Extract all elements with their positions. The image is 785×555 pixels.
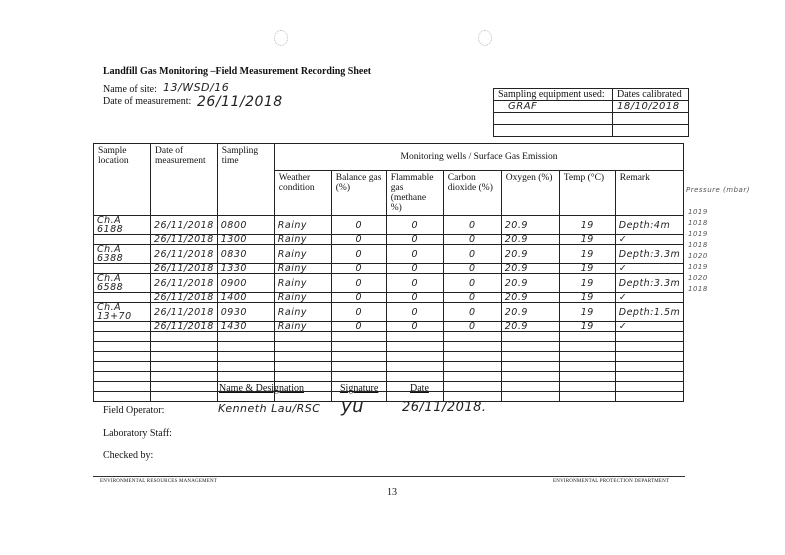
cell-flammable: 0 xyxy=(386,216,443,235)
cell-flammable: 0 xyxy=(386,274,443,293)
cell-time: 1330 xyxy=(217,264,274,274)
cell-oxygen: 20.9 xyxy=(501,235,559,245)
cell-remark: ✓ xyxy=(615,264,684,274)
cell-temp xyxy=(559,352,615,362)
field-operator-signature: yu xyxy=(341,396,365,417)
cell-temp xyxy=(559,392,615,402)
cell-temp: 19 xyxy=(559,216,615,235)
cell-flammable: 0 xyxy=(386,235,443,245)
cell-time xyxy=(217,352,274,362)
cell-date xyxy=(151,392,218,402)
cell-location: Ch.A 13+70 xyxy=(94,303,151,322)
cell-balance: 0 xyxy=(331,235,386,245)
cell-remark xyxy=(615,352,684,362)
cell-time: 1430 xyxy=(217,322,274,332)
cell-balance: 0 xyxy=(331,303,386,322)
cell-flammable xyxy=(386,352,443,362)
table-row xyxy=(94,392,684,402)
cell-flammable: 0 xyxy=(386,264,443,274)
table-row xyxy=(94,245,684,264)
cell-carbon xyxy=(443,332,501,342)
cell-time: 0900 xyxy=(217,274,274,293)
cell-remark xyxy=(615,342,684,352)
lab-staff-label: Laboratory Staff: xyxy=(103,428,172,439)
equipment-header: Sampling equipment used: xyxy=(494,89,613,101)
cell-carbon: 0 xyxy=(443,322,501,332)
punch-hole-right xyxy=(478,30,492,46)
cell-date: 26/11/2018 xyxy=(151,245,218,264)
field-operator-name: Kenneth Lau/RSC xyxy=(218,402,321,415)
cell-oxygen xyxy=(501,332,559,342)
table-row xyxy=(94,264,684,274)
cell-flammable xyxy=(386,342,443,352)
pressure-note: Pressure (mbar) xyxy=(686,186,750,194)
cell-time xyxy=(217,372,274,382)
page-title: Landfill Gas Monitoring –Field Measurement Recording Sheet xyxy=(103,66,372,77)
cell-oxygen: 20.9 xyxy=(501,322,559,332)
calibration-date xyxy=(613,125,689,137)
cell-weather: Rainy xyxy=(274,245,331,264)
cell-location xyxy=(94,322,151,332)
cell-location xyxy=(94,392,151,402)
pressure-value: 1020 xyxy=(688,252,708,260)
cell-carbon: 0 xyxy=(443,235,501,245)
pressure-values xyxy=(688,208,708,296)
table-row xyxy=(94,274,684,293)
cell-carbon: 0 xyxy=(443,303,501,322)
cell-location xyxy=(94,235,151,245)
cell-carbon xyxy=(443,382,501,392)
cell-date xyxy=(151,352,218,362)
cell-temp xyxy=(559,372,615,382)
cell-oxygen: 20.9 xyxy=(501,303,559,322)
cell-weather xyxy=(274,352,331,362)
table-row xyxy=(94,235,684,245)
cell-date xyxy=(151,372,218,382)
cell-carbon xyxy=(443,352,501,362)
header-monitoring-group: Monitoring wells / Surface Gas Emission xyxy=(274,144,684,171)
cell-oxygen: 20.9 xyxy=(501,245,559,264)
cell-remark: Depth:3.3m xyxy=(615,274,684,293)
cell-carbon xyxy=(443,342,501,352)
sampling-equipment-table xyxy=(493,88,689,137)
cell-location xyxy=(94,352,151,362)
cell-weather: Rainy xyxy=(274,216,331,235)
cell-remark xyxy=(615,362,684,372)
cell-flammable: 0 xyxy=(386,293,443,303)
cell-time xyxy=(217,342,274,352)
cell-weather: Rainy xyxy=(274,274,331,293)
cell-balance xyxy=(331,352,386,362)
equipment-value xyxy=(494,125,613,137)
cell-location: Ch.A 6388 xyxy=(94,245,151,264)
table-row xyxy=(94,332,684,342)
cell-weather xyxy=(274,332,331,342)
cell-time: 0830 xyxy=(217,245,274,264)
cell-flammable xyxy=(386,332,443,342)
cell-flammable: 0 xyxy=(386,322,443,332)
cell-flammable: 0 xyxy=(386,245,443,264)
cell-balance: 0 xyxy=(331,274,386,293)
cell-carbon: 0 xyxy=(443,216,501,235)
cell-weather xyxy=(274,362,331,372)
header-temp: Temp (°C) xyxy=(559,171,615,216)
table-row xyxy=(94,362,684,372)
cell-balance xyxy=(331,362,386,372)
header-flammable-gas: Flammable gas (methane %) xyxy=(386,171,443,216)
calibration-date: 18/10/2018 xyxy=(613,101,689,113)
cell-carbon xyxy=(443,372,501,382)
cell-time xyxy=(217,362,274,372)
cell-location xyxy=(94,264,151,274)
calibration-date xyxy=(613,113,689,125)
cell-carbon: 0 xyxy=(443,245,501,264)
cell-date xyxy=(151,382,218,392)
cell-remark xyxy=(615,382,684,392)
cell-location xyxy=(94,382,151,392)
name-designation-header: Name & Designation xyxy=(219,383,304,394)
cell-balance: 0 xyxy=(331,322,386,332)
cell-temp: 19 xyxy=(559,235,615,245)
cell-date: 26/11/2018 xyxy=(151,264,218,274)
cell-location xyxy=(94,293,151,303)
site-value: 13/WSD/16 xyxy=(163,81,230,94)
signature-header: Signature xyxy=(340,383,379,394)
cell-oxygen: 20.9 xyxy=(501,216,559,235)
cell-oxygen: 20.9 xyxy=(501,264,559,274)
cell-carbon: 0 xyxy=(443,264,501,274)
cell-remark: Depth:4m xyxy=(615,216,684,235)
cell-oxygen xyxy=(501,352,559,362)
pressure-value: 1018 xyxy=(688,285,708,293)
table-row xyxy=(94,352,684,362)
equipment-value: GRAF xyxy=(494,101,613,113)
cell-balance xyxy=(331,332,386,342)
date-label: Date of measurement: xyxy=(103,96,192,107)
calibrated-header: Dates calibrated xyxy=(613,89,689,101)
page-number: 13 xyxy=(387,487,397,498)
field-operator-date: 26/11/2018. xyxy=(402,400,487,415)
cell-remark xyxy=(615,372,684,382)
cell-remark: Depth:3.3m xyxy=(615,245,684,264)
cell-oxygen xyxy=(501,362,559,372)
cell-temp xyxy=(559,342,615,352)
cell-temp: 19 xyxy=(559,303,615,322)
cell-oxygen xyxy=(501,392,559,402)
header-weather: Weather condition xyxy=(274,171,331,216)
cell-carbon xyxy=(443,362,501,372)
header-sampling-time: Sampling time xyxy=(217,144,274,216)
cell-time: 0800 xyxy=(217,216,274,235)
cell-date: 26/11/2018 xyxy=(151,303,218,322)
cell-weather xyxy=(274,372,331,382)
footer-divider xyxy=(93,476,685,477)
footer-left: ENVIRONMENTAL RESOURCES MANAGEMENT xyxy=(100,479,218,484)
cell-location xyxy=(94,342,151,352)
date-value: 26/11/2018 xyxy=(197,94,283,110)
cell-date: 26/11/2018 xyxy=(151,235,218,245)
pressure-value: 1020 xyxy=(688,274,708,282)
cell-date xyxy=(151,342,218,352)
cell-balance: 0 xyxy=(331,264,386,274)
footer-right: ENVIRONMENTAL PROTECTION DEPARTMENT xyxy=(553,479,670,484)
cell-temp: 19 xyxy=(559,274,615,293)
cell-weather: Rainy xyxy=(274,303,331,322)
header-date: Date of measurement xyxy=(151,144,218,216)
cell-flammable xyxy=(386,372,443,382)
cell-temp: 19 xyxy=(559,264,615,274)
cell-location xyxy=(94,372,151,382)
cell-flammable: 0 xyxy=(386,303,443,322)
pressure-value: 1019 xyxy=(688,263,708,271)
pressure-value: 1018 xyxy=(688,241,708,249)
cell-weather: Rainy xyxy=(274,264,331,274)
date-header: Date xyxy=(410,383,429,394)
cell-weather: Rainy xyxy=(274,235,331,245)
header-oxygen: Oxygen (%) xyxy=(501,171,559,216)
cell-oxygen xyxy=(501,342,559,352)
cell-carbon: 0 xyxy=(443,293,501,303)
header-carbon-dioxide: Carbon dioxide (%) xyxy=(443,171,501,216)
cell-remark xyxy=(615,392,684,402)
punch-hole-left xyxy=(274,30,288,46)
cell-balance: 0 xyxy=(331,245,386,264)
cell-temp: 19 xyxy=(559,245,615,264)
cell-location: Ch.A 6188 xyxy=(94,216,151,235)
cell-date: 26/11/2018 xyxy=(151,274,218,293)
table-row xyxy=(94,372,684,382)
pressure-value: 1019 xyxy=(688,208,708,216)
cell-location xyxy=(94,332,151,342)
cell-carbon: 0 xyxy=(443,274,501,293)
cell-time: 1300 xyxy=(217,235,274,245)
cell-remark: ✓ xyxy=(615,322,684,332)
cell-remark: ✓ xyxy=(615,293,684,303)
measurement-table xyxy=(93,143,684,402)
cell-temp: 19 xyxy=(559,322,615,332)
checked-by-label: Checked by: xyxy=(103,450,154,461)
cell-location: Ch.A 6588 xyxy=(94,274,151,293)
cell-balance xyxy=(331,342,386,352)
cell-weather xyxy=(274,342,331,352)
cell-remark: Depth:1.5m xyxy=(615,303,684,322)
cell-weather: Rainy xyxy=(274,322,331,332)
table-row xyxy=(94,293,684,303)
pressure-value: 1019 xyxy=(688,230,708,238)
table-row xyxy=(94,382,684,392)
cell-location xyxy=(94,362,151,372)
table-row xyxy=(94,342,684,352)
cell-date xyxy=(151,332,218,342)
cell-balance: 0 xyxy=(331,216,386,235)
cell-time: 1400 xyxy=(217,293,274,303)
cell-time xyxy=(217,332,274,342)
table-row xyxy=(94,303,684,322)
table-row xyxy=(94,322,684,332)
cell-flammable xyxy=(386,362,443,372)
cell-oxygen: 20.9 xyxy=(501,293,559,303)
pressure-value: 1018 xyxy=(688,219,708,227)
header-remark: Remark xyxy=(615,171,684,216)
cell-temp xyxy=(559,362,615,372)
cell-date: 26/11/2018 xyxy=(151,322,218,332)
cell-date: 26/11/2018 xyxy=(151,216,218,235)
cell-remark xyxy=(615,332,684,342)
table-body xyxy=(94,216,684,402)
cell-balance: 0 xyxy=(331,293,386,303)
cell-temp xyxy=(559,382,615,392)
header-balance-gas: Balance gas (%) xyxy=(331,171,386,216)
field-operator-label: Field Operator: xyxy=(103,405,165,416)
cell-oxygen xyxy=(501,382,559,392)
cell-date xyxy=(151,362,218,372)
cell-temp: 19 xyxy=(559,293,615,303)
site-label: Name of site: xyxy=(103,84,157,95)
cell-weather: Rainy xyxy=(274,293,331,303)
table-row xyxy=(94,216,684,235)
equipment-value xyxy=(494,113,613,125)
cell-date: 26/11/2018 xyxy=(151,293,218,303)
cell-time: 0930 xyxy=(217,303,274,322)
cell-balance xyxy=(331,372,386,382)
header-sample-location: Sample location xyxy=(94,144,151,216)
cell-oxygen: 20.9 xyxy=(501,274,559,293)
cell-remark: ✓ xyxy=(615,235,684,245)
cell-temp xyxy=(559,332,615,342)
cell-oxygen xyxy=(501,372,559,382)
